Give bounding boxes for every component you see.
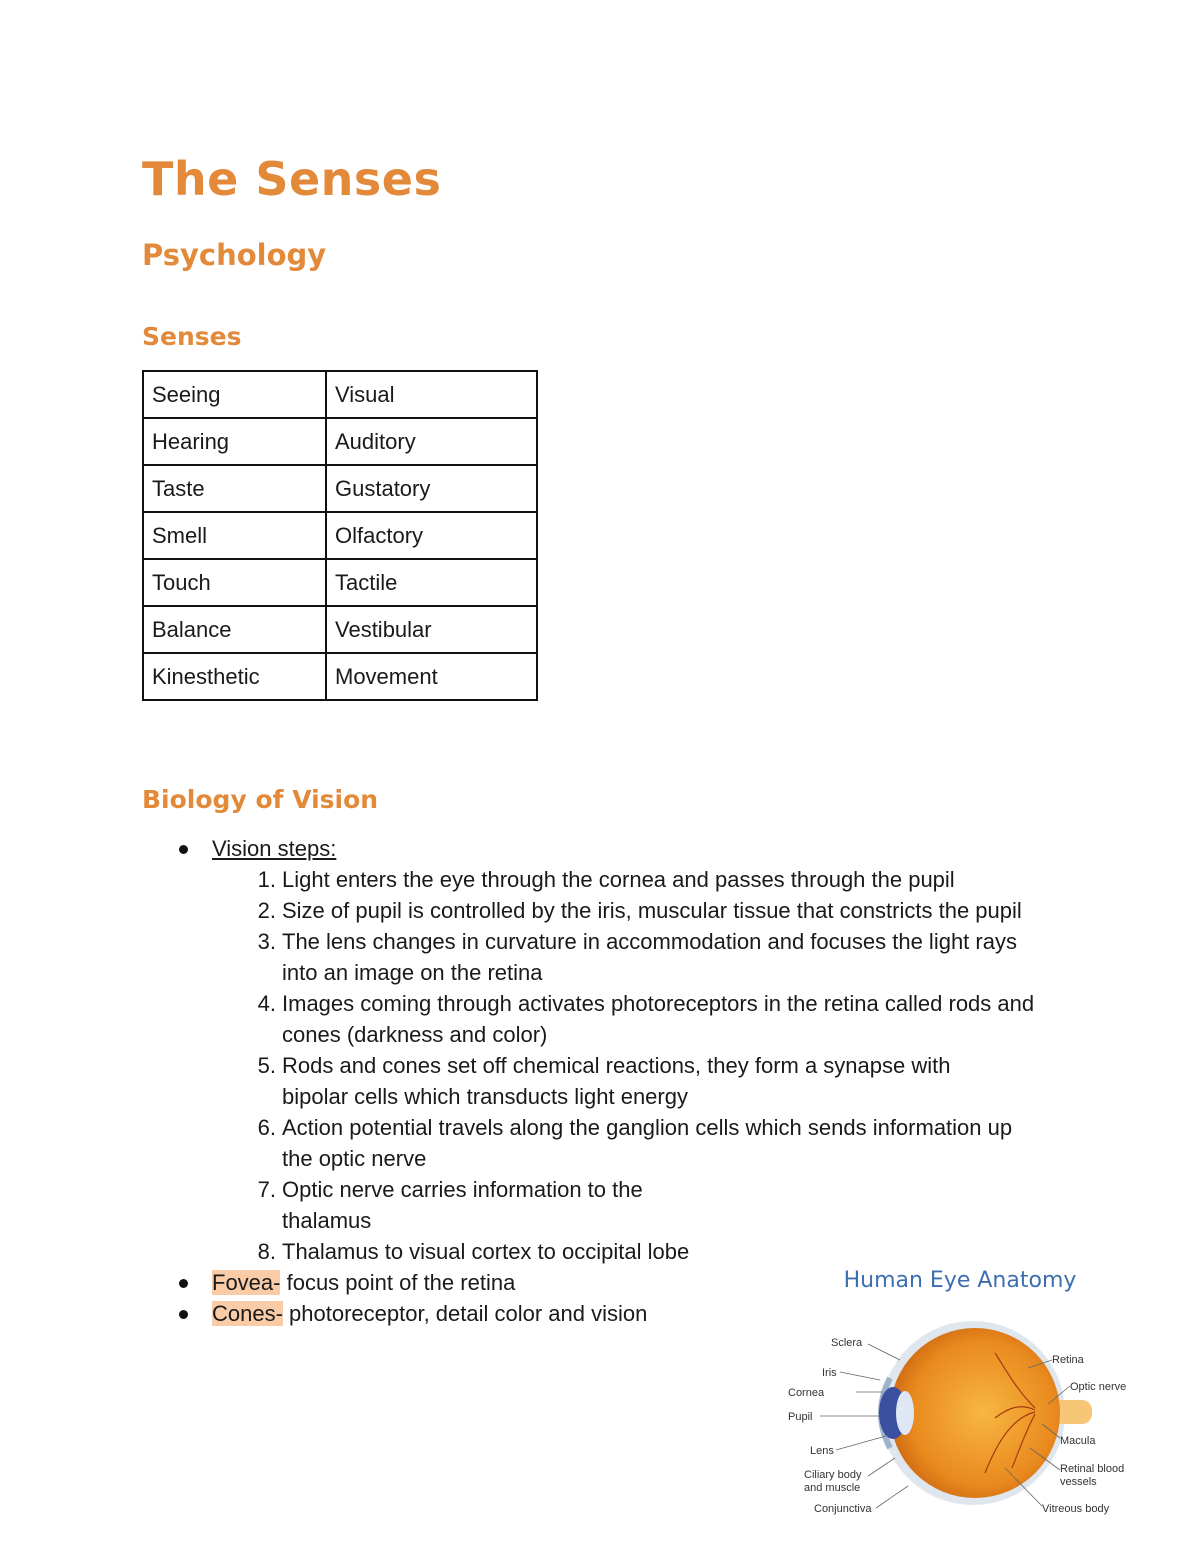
list-item bbox=[257, 988, 1047, 1050]
step-text: Rods and cones set off chemical reactions, they form a synapse with bipolar cells which transducts light energy bbox=[282, 1053, 951, 1109]
table-cell: Olfactory bbox=[326, 512, 537, 559]
table-cell: Balance bbox=[143, 606, 326, 653]
step-number: 6. bbox=[257, 1115, 276, 1140]
table-cell: Movement bbox=[326, 653, 537, 700]
vision-heading: Biology of Vision bbox=[142, 785, 379, 814]
label-retina: Retina bbox=[1052, 1354, 1084, 1366]
fovea-definition: focus point of the retina bbox=[280, 1270, 516, 1295]
label-pupil: Pupil bbox=[788, 1411, 813, 1423]
table-row bbox=[143, 653, 537, 700]
step-text: Thalamus to visual cortex to occipital lobe bbox=[282, 1239, 690, 1264]
cones-definition: photoreceptor, detail color and vision bbox=[282, 1301, 648, 1326]
label-macula: Macula bbox=[1060, 1435, 1096, 1447]
table-cell: Smell bbox=[143, 512, 326, 559]
label-lens: Lens bbox=[810, 1445, 834, 1457]
step-text: Action potential travels along the ganglion cells which sends information up the optic nerve bbox=[282, 1115, 1013, 1171]
table-cell: Auditory bbox=[326, 418, 537, 465]
eyeball-shape bbox=[890, 1328, 1060, 1498]
bullet-icon bbox=[179, 845, 188, 854]
table-row bbox=[143, 465, 537, 512]
table-row bbox=[143, 559, 537, 606]
label-ciliary: Ciliary body bbox=[804, 1469, 862, 1481]
list-item bbox=[257, 1236, 1050, 1267]
bullet-icon bbox=[179, 1310, 188, 1319]
table-cell: Tactile bbox=[326, 559, 537, 606]
page-title: The Senses bbox=[142, 152, 442, 206]
eye-anatomy-figure bbox=[780, 1268, 1160, 1528]
list-item bbox=[257, 895, 1032, 926]
vision-list bbox=[170, 833, 1050, 1329]
table-cell: Visual bbox=[326, 371, 537, 418]
label-optic-nerve: Optic nerve bbox=[1070, 1381, 1127, 1393]
table-row bbox=[143, 418, 537, 465]
vision-steps-label: Vision steps: bbox=[212, 836, 337, 861]
table-cell: Seeing bbox=[143, 371, 326, 418]
step-number: 3. bbox=[257, 929, 276, 954]
vision-steps bbox=[170, 864, 1050, 1267]
label-vitreous: Vitreous body bbox=[1042, 1503, 1110, 1515]
step-number: 4. bbox=[257, 991, 276, 1016]
label-retinal-vessels-2: vessels bbox=[1060, 1476, 1097, 1488]
table-cell: Gustatory bbox=[326, 465, 537, 512]
label-retinal-vessels: Retinal blood bbox=[1060, 1463, 1125, 1475]
step-number: 5. bbox=[257, 1053, 276, 1078]
step-text: Light enters the eye through the cornea and passes through the pupil bbox=[282, 867, 955, 892]
step-number: 2. bbox=[257, 898, 276, 923]
cones-term: Cones- bbox=[212, 1301, 283, 1326]
step-text: Optic nerve carries information to the thalamus bbox=[282, 1177, 643, 1233]
label-ciliary-2: and muscle bbox=[804, 1482, 861, 1494]
page-subtitle: Psychology bbox=[142, 238, 327, 272]
table-cell: Kinesthetic bbox=[143, 653, 326, 700]
figure-title: Human Eye Anatomy bbox=[843, 1268, 1077, 1293]
table-cell: Touch bbox=[143, 559, 326, 606]
table-cell: Hearing bbox=[143, 418, 326, 465]
eye-diagram bbox=[780, 1308, 1160, 1528]
label-conjunctiva: Conjunctiva bbox=[814, 1503, 872, 1515]
table-row bbox=[143, 512, 537, 559]
senses-heading: Senses bbox=[142, 322, 242, 351]
label-cornea: Cornea bbox=[788, 1387, 825, 1399]
label-sclera: Sclera bbox=[831, 1337, 863, 1349]
label-iris: Iris bbox=[822, 1367, 837, 1379]
step-number: 7. bbox=[257, 1177, 276, 1202]
list-item bbox=[170, 833, 1050, 864]
step-text: Images coming through activates photoreceptors in the retina called rods and cones (darkness and color) bbox=[282, 991, 1035, 1047]
table-row bbox=[143, 606, 537, 653]
list-item bbox=[257, 1112, 1042, 1174]
step-number: 8. bbox=[257, 1239, 276, 1264]
list-item bbox=[257, 1174, 682, 1236]
list-item bbox=[257, 1050, 1022, 1112]
bullet-icon bbox=[179, 1279, 188, 1288]
table-cell: Taste bbox=[143, 465, 326, 512]
lens-shape bbox=[896, 1391, 914, 1435]
table-cell: Vestibular bbox=[326, 606, 537, 653]
step-text: The lens changes in curvature in accommodation and focuses the light rays into an image on the retina bbox=[282, 929, 1017, 985]
fovea-term: Fovea- bbox=[212, 1270, 281, 1295]
list-item bbox=[257, 864, 1050, 895]
list-item bbox=[257, 926, 1032, 988]
table-row bbox=[143, 371, 537, 418]
step-text: Size of pupil is controlled by the iris, muscular tissue that constricts the pupil bbox=[282, 898, 1022, 923]
step-number: 1. bbox=[257, 867, 276, 892]
senses-table bbox=[142, 370, 538, 701]
